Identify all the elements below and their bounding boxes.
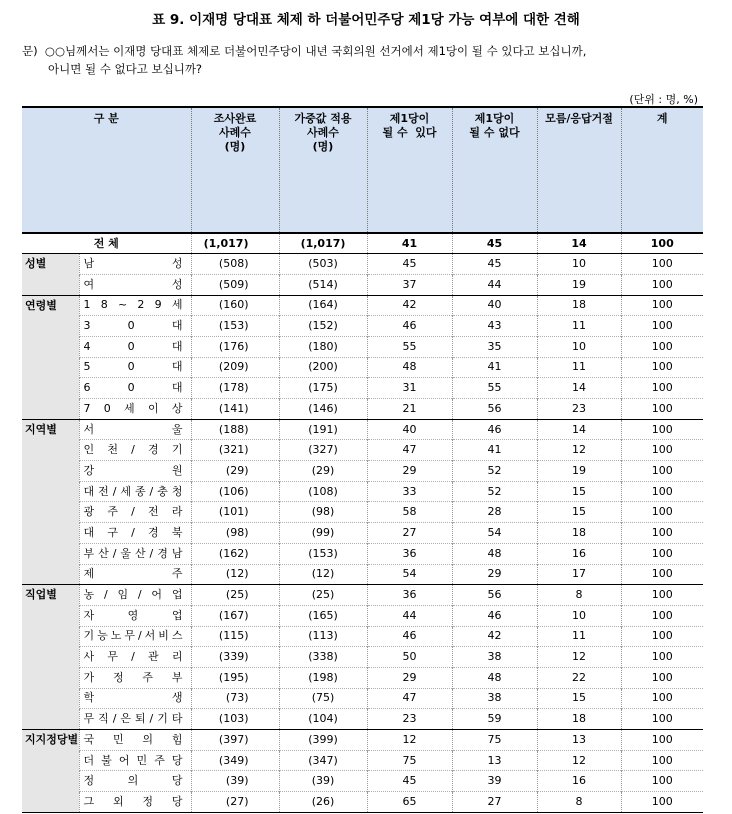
cell-weighted: (39): [279, 771, 367, 792]
cell-completed: (188): [191, 419, 279, 440]
cell-can: 48: [367, 357, 452, 378]
total-label: 전 체: [93, 236, 119, 250]
cell-cannot: 45: [452, 233, 537, 254]
cell-dontknow: 16: [537, 543, 621, 564]
cell-weighted: (25): [279, 585, 367, 606]
cell-completed: (12): [191, 564, 279, 585]
cell-completed: (162): [191, 543, 279, 564]
table-row: [22, 709, 703, 730]
cell-weighted: (99): [279, 523, 367, 544]
cell-cannot: 35: [452, 336, 537, 357]
cell-dontknow: 8: [537, 585, 621, 606]
row-label-text: 4 0 대: [83, 339, 183, 353]
cell-dontknow: 14: [537, 233, 621, 254]
cell-cannot: 46: [452, 419, 537, 440]
row-label: [79, 709, 191, 730]
cell-cannot: 54: [452, 523, 537, 544]
cell-weighted: (26): [279, 792, 367, 813]
cell-completed: (106): [191, 481, 279, 502]
cell-can: 55: [367, 336, 452, 357]
table-row: [22, 626, 703, 647]
group-label: 연령별: [22, 295, 79, 419]
row-label-text: 여 성: [83, 277, 183, 291]
question-prefix: 문): [22, 44, 38, 58]
cell-total: 100: [621, 647, 703, 668]
table-row: [22, 647, 703, 668]
cell-weighted: (104): [279, 709, 367, 730]
cell-completed: (141): [191, 399, 279, 420]
header-row: [22, 107, 703, 233]
cell-dontknow: 23: [537, 399, 621, 420]
row-label-text: 무 직 / 은 퇴 / 기 타: [83, 712, 183, 726]
cell-weighted: (399): [279, 730, 367, 751]
table-row: [22, 481, 703, 502]
cell-dontknow: 11: [537, 626, 621, 647]
row-label-text: 자 영 업: [83, 608, 183, 622]
cell-cannot: 41: [452, 357, 537, 378]
results-table: [22, 106, 703, 813]
cell-dontknow: 10: [537, 254, 621, 275]
cell-cannot: 39: [452, 771, 537, 792]
row-label-text: 서 울: [83, 422, 183, 436]
row-label: [79, 523, 191, 544]
cell-dontknow: 16: [537, 771, 621, 792]
cell-can: 27: [367, 523, 452, 544]
cell-can: 29: [367, 667, 452, 688]
cell-total: 100: [621, 316, 703, 337]
header-line: 가중값 적용: [294, 112, 352, 125]
cell-total: 100: [621, 399, 703, 420]
row-label: [79, 605, 191, 626]
cell-completed: (39): [191, 771, 279, 792]
cell-total: 100: [621, 274, 703, 295]
cell-can: 44: [367, 605, 452, 626]
cell-completed: (103): [191, 709, 279, 730]
cell-completed: (29): [191, 461, 279, 482]
cell-weighted: (29): [279, 461, 367, 482]
cell-completed: (101): [191, 502, 279, 523]
cell-completed: (1,017): [191, 233, 279, 254]
cell-completed: (321): [191, 440, 279, 461]
row-label: [79, 357, 191, 378]
row-label-text: 광 주 / 전 라: [83, 505, 183, 519]
cell-dontknow: 14: [537, 378, 621, 399]
cell-cannot: 48: [452, 543, 537, 564]
cell-can: 33: [367, 481, 452, 502]
table-row: [22, 750, 703, 771]
cell-cannot: 52: [452, 481, 537, 502]
cell-total: 100: [621, 585, 703, 606]
cell-weighted: (503): [279, 254, 367, 275]
row-label-text: 농 / 임 / 어 업: [83, 588, 183, 602]
cell-can: 29: [367, 461, 452, 482]
cell-weighted: (338): [279, 647, 367, 668]
cell-total: 100: [621, 233, 703, 254]
cell-completed: (178): [191, 378, 279, 399]
header-total: [621, 107, 703, 233]
header-line: 사례수: [219, 126, 251, 139]
row-label: [79, 254, 191, 275]
row-label: [79, 399, 191, 420]
cell-weighted: (98): [279, 502, 367, 523]
row-label: [79, 543, 191, 564]
row-label-text: 정 의 당: [83, 774, 183, 788]
cell-total: 100: [621, 254, 703, 275]
table-row: [22, 336, 703, 357]
cell-can: 42: [367, 295, 452, 316]
cell-total: 100: [621, 543, 703, 564]
row-label: [79, 378, 191, 399]
cell-weighted: (198): [279, 667, 367, 688]
table-row: [22, 771, 703, 792]
survey-question: [22, 42, 586, 78]
table-row: [22, 316, 703, 337]
cell-cannot: 41: [452, 440, 537, 461]
row-label-text: 제 주: [83, 567, 183, 581]
cell-dontknow: 15: [537, 688, 621, 709]
cell-total: 100: [621, 688, 703, 709]
table-row: [22, 730, 703, 751]
cell-dontknow: 11: [537, 316, 621, 337]
cell-weighted: (153): [279, 543, 367, 564]
table-row: [22, 792, 703, 813]
cell-cannot: 43: [452, 316, 537, 337]
table-row: [22, 399, 703, 420]
row-label-text: 7 0 세 이 상: [83, 401, 183, 415]
group-label: 지역별: [22, 419, 79, 585]
cell-total: 100: [621, 792, 703, 813]
cell-dontknow: 17: [537, 564, 621, 585]
total-row: [22, 233, 703, 254]
cell-can: 36: [367, 585, 452, 606]
cell-cannot: 27: [452, 792, 537, 813]
cell-can: 50: [367, 647, 452, 668]
cell-total: 100: [621, 730, 703, 751]
cell-completed: (27): [191, 792, 279, 813]
row-label-text: 부 산 / 울 산 / 경 남: [83, 546, 183, 560]
question-line-2: 아니면 될 수 없다고 보십니까?: [48, 62, 203, 76]
cell-cannot: 44: [452, 274, 537, 295]
cell-total: 100: [621, 667, 703, 688]
cell-completed: (115): [191, 626, 279, 647]
row-label-text: 인 천 / 경 기: [83, 443, 183, 457]
header-weighted-count: [279, 107, 367, 233]
cell-cannot: 55: [452, 378, 537, 399]
row-label-text: 국 민 의 힘: [83, 732, 183, 746]
question-line-1: [22, 42, 586, 60]
cell-can: 31: [367, 378, 452, 399]
header-dont-know: [537, 107, 621, 233]
question-text-1: ○○님께서는 이재명 당대표 체제로 더불어민주당이 내년 국회의원 선거에서 제1당이 될 수 있다고 보십니까,: [44, 44, 587, 58]
unit-note: (단위 : 명, %): [629, 93, 698, 106]
row-label: [79, 730, 191, 751]
cell-dontknow: 10: [537, 605, 621, 626]
table-row: [22, 543, 703, 564]
cell-cannot: 45: [452, 254, 537, 275]
row-label-text: 1 8 ~ 2 9 세: [83, 298, 183, 312]
cell-completed: (195): [191, 667, 279, 688]
cell-weighted: (1,017): [279, 233, 367, 254]
cell-completed: (339): [191, 647, 279, 668]
cell-completed: (349): [191, 750, 279, 771]
row-label-text: 6 0 대: [83, 381, 183, 395]
cell-completed: (98): [191, 523, 279, 544]
row-label-text: 3 0 대: [83, 319, 183, 333]
cell-total: 100: [621, 357, 703, 378]
header-line: 제1당이: [389, 112, 430, 125]
cell-total: 100: [621, 709, 703, 730]
group-label: 직업별: [22, 585, 79, 730]
row-label: [79, 461, 191, 482]
cell-weighted: (200): [279, 357, 367, 378]
row-label: [79, 502, 191, 523]
cell-completed: (25): [191, 585, 279, 606]
cell-can: 54: [367, 564, 452, 585]
row-label-text: 강 원: [83, 463, 183, 477]
row-label-text: 사 무 / 관 리: [83, 650, 183, 664]
cell-cannot: 75: [452, 730, 537, 751]
table-row: [22, 523, 703, 544]
cell-completed: (167): [191, 605, 279, 626]
cell-can: 36: [367, 543, 452, 564]
group-label: 성별: [22, 254, 79, 295]
row-label: [79, 440, 191, 461]
cell-weighted: (75): [279, 688, 367, 709]
cell-completed: (176): [191, 336, 279, 357]
cell-can: 23: [367, 709, 452, 730]
table-row: [22, 295, 703, 316]
cell-total: 100: [621, 440, 703, 461]
table-row: [22, 274, 703, 295]
header-line: 모름/응답거절: [545, 112, 613, 125]
row-label: [79, 585, 191, 606]
cell-total: 100: [621, 378, 703, 399]
cell-cannot: 46: [452, 605, 537, 626]
row-label: [79, 792, 191, 813]
cell-completed: (153): [191, 316, 279, 337]
cell-dontknow: 19: [537, 461, 621, 482]
cell-can: 65: [367, 792, 452, 813]
cell-dontknow: 11: [537, 357, 621, 378]
row-label-text: 그 외 정 당: [83, 794, 183, 808]
header-line: 사례수: [307, 126, 339, 139]
table-row: [22, 357, 703, 378]
cell-cannot: 38: [452, 647, 537, 668]
cell-total: 100: [621, 461, 703, 482]
header-cannot-be-first: [452, 107, 537, 233]
row-label-text: 남 성: [83, 257, 183, 271]
header-line: 될 수 없다: [469, 126, 520, 139]
header-completed-count: [191, 107, 279, 233]
cell-cannot: 52: [452, 461, 537, 482]
row-label: [79, 647, 191, 668]
cell-total: 100: [621, 564, 703, 585]
cell-can: 40: [367, 419, 452, 440]
row-label: [79, 688, 191, 709]
cell-cannot: 42: [452, 626, 537, 647]
cell-can: 47: [367, 688, 452, 709]
cell-cannot: 38: [452, 688, 537, 709]
cell-dontknow: 8: [537, 792, 621, 813]
cell-can: 45: [367, 771, 452, 792]
table-row: [22, 378, 703, 399]
cell-total: 100: [621, 605, 703, 626]
cell-total: 100: [621, 502, 703, 523]
cell-weighted: (327): [279, 440, 367, 461]
cell-can: 75: [367, 750, 452, 771]
table-row: [22, 419, 703, 440]
row-label: [79, 316, 191, 337]
cell-weighted: (180): [279, 336, 367, 357]
cell-weighted: (514): [279, 274, 367, 295]
cell-dontknow: 14: [537, 419, 621, 440]
table-row: [22, 667, 703, 688]
cell-can: 41: [367, 233, 452, 254]
cell-weighted: (12): [279, 564, 367, 585]
cell-dontknow: 18: [537, 523, 621, 544]
cell-weighted: (152): [279, 316, 367, 337]
cell-weighted: (146): [279, 399, 367, 420]
cell-dontknow: 12: [537, 750, 621, 771]
cell-dontknow: 10: [537, 336, 621, 357]
cell-cannot: 48: [452, 667, 537, 688]
row-label-text: 더 불 어 민 주 당: [83, 753, 183, 767]
cell-completed: (209): [191, 357, 279, 378]
cell-cannot: 56: [452, 399, 537, 420]
cell-total: 100: [621, 295, 703, 316]
row-label: [79, 750, 191, 771]
table-row: [22, 688, 703, 709]
table-row: [22, 461, 703, 482]
cell-completed: (160): [191, 295, 279, 316]
cell-total: 100: [621, 336, 703, 357]
table-row: [22, 440, 703, 461]
row-label-text: 학 생: [83, 691, 183, 705]
cell-weighted: (175): [279, 378, 367, 399]
cell-can: 21: [367, 399, 452, 420]
header-line: 계: [656, 112, 668, 125]
cell-cannot: 29: [452, 564, 537, 585]
cell-completed: (508): [191, 254, 279, 275]
cell-weighted: (113): [279, 626, 367, 647]
cell-weighted: (165): [279, 605, 367, 626]
cell-total: 100: [621, 523, 703, 544]
cell-can: 45: [367, 254, 452, 275]
row-label: [79, 564, 191, 585]
row-label-text: 대 전 / 세 종 / 충 청: [83, 484, 183, 498]
cell-total: 100: [621, 626, 703, 647]
cell-dontknow: 15: [537, 502, 621, 523]
header-line: (명): [312, 140, 334, 153]
header-line: 될 수 있다: [382, 126, 437, 139]
cell-can: 58: [367, 502, 452, 523]
table-row: [22, 585, 703, 606]
cell-dontknow: 15: [537, 481, 621, 502]
cell-cannot: 56: [452, 585, 537, 606]
cell-dontknow: 12: [537, 440, 621, 461]
cell-completed: (509): [191, 274, 279, 295]
cell-cannot: 13: [452, 750, 537, 771]
table-title: 표 9. 이재명 당대표 체제 하 더불어민주당 제1당 가능 여부에 대한 견해: [152, 12, 580, 28]
row-label: [79, 667, 191, 688]
row-label-text: 5 0 대: [83, 360, 183, 374]
cell-dontknow: 22: [537, 667, 621, 688]
cell-total: 100: [621, 481, 703, 502]
cell-can: 12: [367, 730, 452, 751]
table-row: [22, 564, 703, 585]
cell-can: 37: [367, 274, 452, 295]
row-label: [79, 626, 191, 647]
cell-cannot: 59: [452, 709, 537, 730]
cell-weighted: (164): [279, 295, 367, 316]
header-line: 제1당이: [474, 112, 515, 125]
row-label: [79, 295, 191, 316]
cell-dontknow: 18: [537, 295, 621, 316]
cell-total: 100: [621, 771, 703, 792]
header-can-be-first: [367, 107, 452, 233]
table-row: [22, 254, 703, 275]
row-label: [79, 771, 191, 792]
table-row: [22, 605, 703, 626]
row-label: [79, 336, 191, 357]
cell-weighted: (347): [279, 750, 367, 771]
cell-dontknow: 19: [537, 274, 621, 295]
cell-weighted: (108): [279, 481, 367, 502]
cell-total: 100: [621, 419, 703, 440]
cell-can: 47: [367, 440, 452, 461]
cell-dontknow: 18: [537, 709, 621, 730]
cell-can: 46: [367, 626, 452, 647]
header-category: 구 분: [22, 107, 191, 233]
cell-completed: (73): [191, 688, 279, 709]
table-body: [22, 233, 703, 812]
cell-total: 100: [621, 750, 703, 771]
row-label-text: 대 구 / 경 북: [83, 525, 183, 539]
cell-cannot: 40: [452, 295, 537, 316]
cell-can: 46: [367, 316, 452, 337]
cell-cannot: 28: [452, 502, 537, 523]
cell-completed: (397): [191, 730, 279, 751]
header-line: (명): [224, 140, 246, 153]
row-label: [79, 419, 191, 440]
cell-dontknow: 12: [537, 647, 621, 668]
group-label: 지지정당별: [22, 730, 79, 813]
cell-weighted: (191): [279, 419, 367, 440]
cell-dontknow: 13: [537, 730, 621, 751]
header-line: 조사완료: [213, 112, 257, 125]
row-label-text: 가 정 주 부: [83, 670, 183, 684]
row-label: [79, 274, 191, 295]
row-label-text: 기 능 노 무 / 서 비 스: [83, 629, 183, 643]
row-label: [79, 481, 191, 502]
table-row: [22, 502, 703, 523]
